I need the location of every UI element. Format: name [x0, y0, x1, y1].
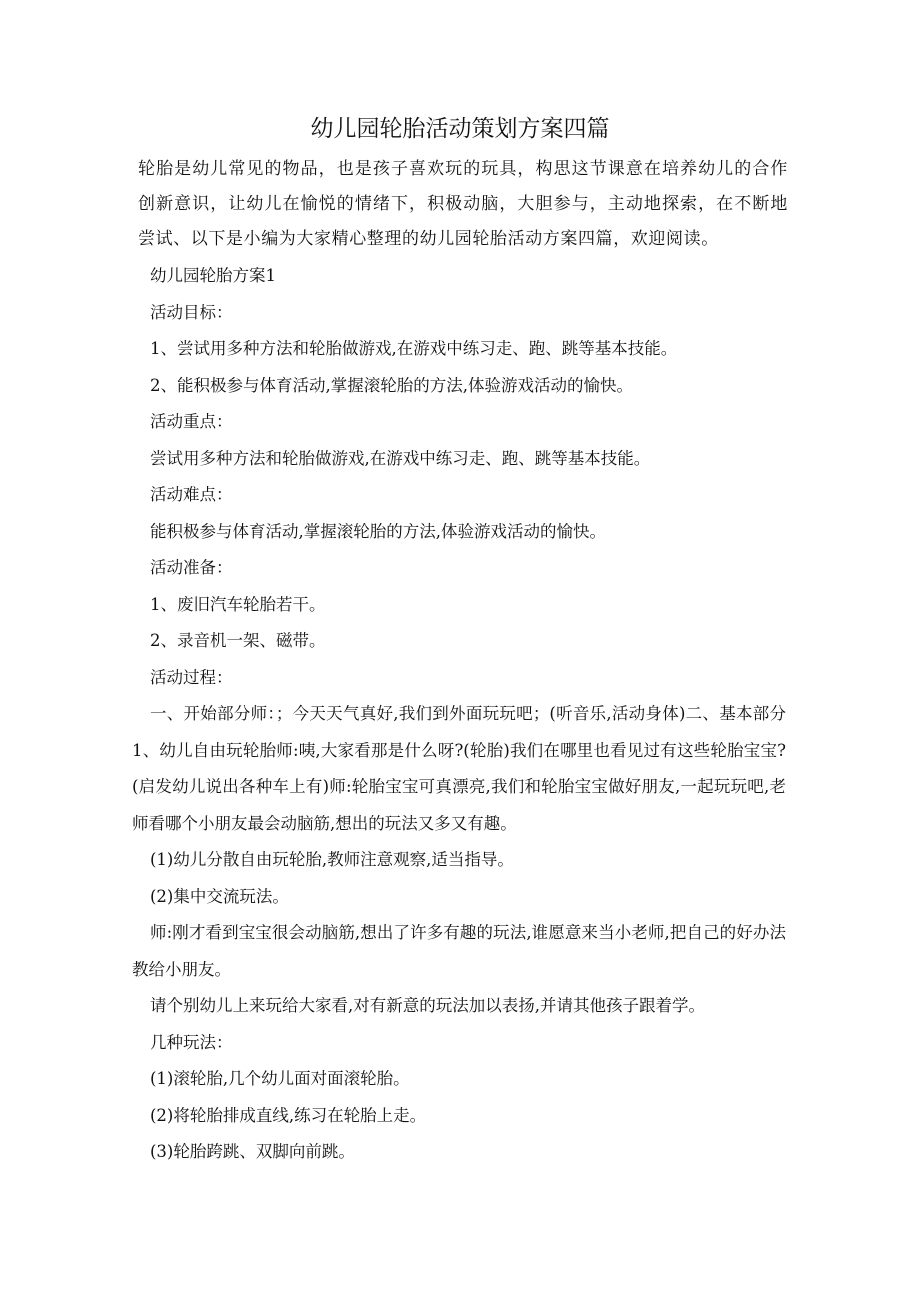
- paragraph: (1)滚轮胎,几个幼儿面对面滚轮胎。: [150, 1069, 410, 1088]
- paragraph: (1)幼儿分散自由玩轮胎,教师注意观察,适当指导。: [150, 850, 514, 869]
- paragraph: 活动难点：: [150, 485, 233, 504]
- document-body: [132, 258, 786, 1171]
- paragraph: 几种玩法：: [150, 1032, 233, 1052]
- paragraph: 一、开始部分师：；今天天气真好,我们到外面玩玩吧；(听音乐,活动身体)二、基本部分1、幼儿自由玩轮胎师:咦,大家看那是什么呀?(轮胎)我们在哪里也看见过有这些轮胎宝宝?(启发幼儿说出各种车上有)师:轮胎宝宝可真漂亮,我们和轮胎宝宝做好朋友,一起玩玩吧,老师看哪个小朋友最会动脑筋,想出的玩法又多又有趣。: [132, 704, 786, 833]
- paragraph: 活动目标：: [150, 302, 233, 322]
- paragraph: 活动过程：: [150, 667, 233, 687]
- intro-paragraph: 轮胎是幼儿常见的物品，也是孩子喜欢玩的玩具，构思这节课意在培养幼儿的合作创新意识，让幼儿在愉悦的情绪下，积极动脑，大胆参与，主动地探索，在不断地尝试、以下是小编为大家精心整理的幼儿园轮胎活动方案四篇，欢迎阅读。: [138, 159, 788, 249]
- paragraph: 活动重点：: [150, 412, 233, 431]
- paragraph: 1、尝试用多种方法和轮胎做游戏,在游戏中练习走、跑、跳等基本技能。: [150, 339, 678, 358]
- paragraph: 请个别幼儿上来玩给大家看,对有新意的玩法加以表扬,并请其他孩子跟着学。: [150, 996, 705, 1015]
- paragraph: (3)轮胎跨跳、双脚向前跳。: [150, 1142, 355, 1161]
- paragraph: 幼儿园轮胎方案1: [150, 266, 276, 285]
- paragraph: 能积极参与体育活动,掌握滚轮胎的方法,体验游戏活动的愉快。: [150, 521, 606, 541]
- document-title: 幼儿园轮胎活动策划方案四篇: [310, 116, 610, 142]
- paragraph: 师:刚才看到宝宝很会动脑筋,想出了许多有趣的玩法,谁愿意来当小老师,把自己的好办法教给小朋友。: [132, 923, 786, 979]
- paragraph: 2、录音机一架、磁带。: [150, 631, 326, 650]
- paragraph: 尝试用多种方法和轮胎做游戏,在游戏中练习走、跑、跳等基本技能。: [150, 448, 651, 468]
- paragraph: 1、废旧汽车轮胎若干。: [150, 594, 326, 614]
- paragraph: (2)将轮胎排成直线,练习在轮胎上走。: [150, 1105, 427, 1125]
- paragraph: 2、能积极参与体育活动,掌握滚轮胎的方法,体验游戏活动的愉快。: [150, 375, 633, 395]
- paragraph: (2)集中交流玩法。: [150, 886, 289, 906]
- paragraph: 活动准备：: [150, 558, 233, 577]
